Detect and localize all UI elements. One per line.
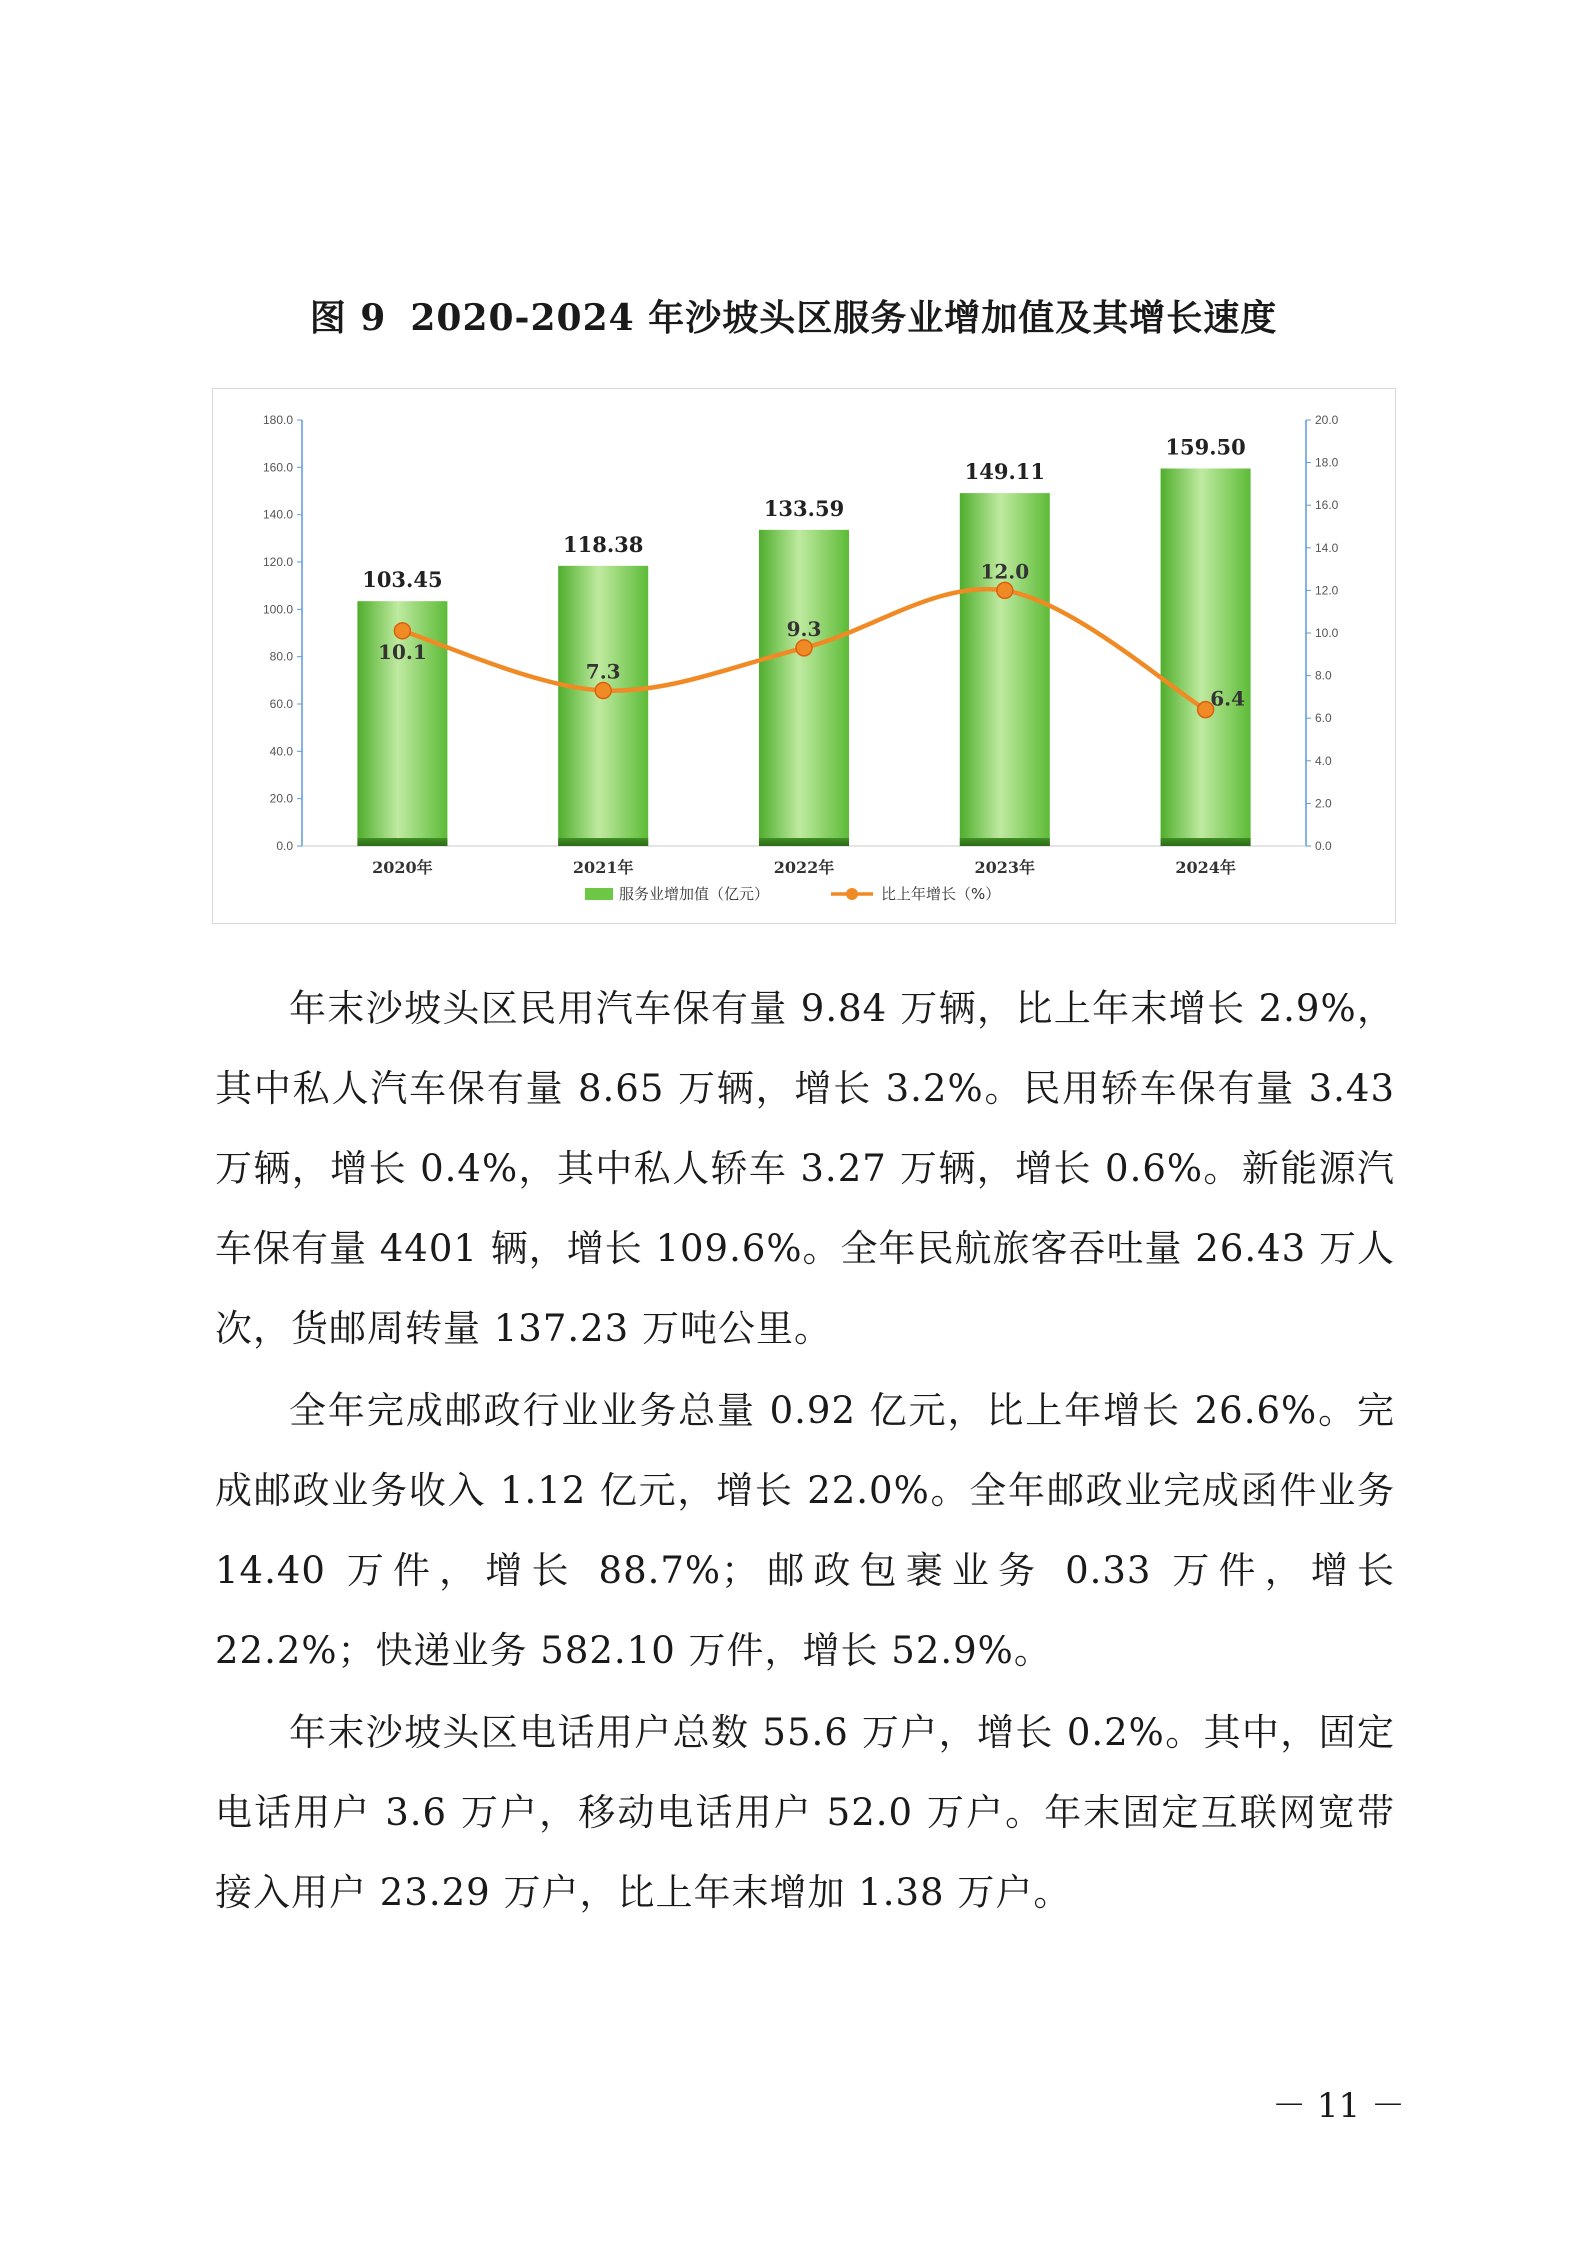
growth-value-label: 9.3: [786, 616, 822, 641]
growth-point: [997, 582, 1013, 598]
growth-point: [394, 623, 410, 639]
paragraph-vehicles: 年末沙坡头区民用汽车保有量 9.84 万辆，比上年末增长 2.9%，其中私人汽车保有量 8.65 万辆，增长 3.2%。民用轿车保有量 3.43 万辆，增长 0.4%，其中私人轿车 3.27 万辆，增长 0.6%。新能源汽车保有量 4401 辆，增长 109.6%。全年民航旅客吞吐量 26.43 万人次，货邮周转量 137.23 万吨公里。: [215, 987, 1395, 1350]
growth-value-label: 12.0: [980, 559, 1030, 584]
y-left-tick-label: 0.0: [276, 839, 293, 853]
bar-value-label: 159.50: [1165, 434, 1246, 460]
figure-label: 图 9: [309, 297, 387, 339]
y-left-tick-label: 20.0: [269, 791, 293, 806]
bar-value-label: 103.45: [362, 567, 443, 593]
y-right-tick-label: 20.0: [1315, 413, 1339, 427]
figure-title: [0, 290, 1587, 341]
legend-bar-swatch: [585, 888, 613, 900]
bar-base: [558, 838, 648, 846]
bar: [960, 493, 1050, 846]
bar: [1161, 469, 1251, 846]
page-number: － 11 －: [1272, 2086, 1405, 2126]
x-tick-label: 2021年: [572, 858, 634, 877]
y-left-tick-label: 120.0: [262, 555, 293, 569]
paragraph-postal: 全年完成邮政行业业务总量 0.92 亿元，比上年增长 26.6%。完成邮政业务收入 1.12 亿元，增长 22.0%。全年邮政业完成函件业务 14.40 万件，增长 88.7%；邮政包裹业务 0.33 万件，增长 22.2%；快递业务 582.10 万件，增长 52.9%。: [215, 1389, 1395, 1672]
y-right-tick-label: 10.0: [1315, 626, 1339, 640]
bar: [759, 530, 849, 846]
legend-line-marker: [846, 888, 858, 900]
bar-value-label: 118.38: [563, 531, 644, 557]
growth-value-label: 6.4: [1210, 686, 1245, 711]
growth-point: [796, 640, 812, 656]
y-right-tick-label: 8.0: [1315, 668, 1332, 683]
y-left-tick-label: 80.0: [269, 649, 293, 664]
combo-chart: [213, 389, 1395, 923]
growth-value-label: 7.3: [585, 659, 621, 684]
bar-base: [960, 838, 1050, 846]
x-tick-label: 2020年: [372, 858, 433, 877]
bar: [558, 566, 648, 846]
y-right-tick-label: 0.0: [1315, 839, 1332, 853]
legend-bar-label: 服务业增加值（亿元）: [619, 885, 770, 903]
y-right-tick-label: 2.0: [1315, 796, 1332, 811]
bar-base: [357, 838, 447, 846]
chart-container: [212, 388, 1396, 924]
y-right-tick-label: 16.0: [1315, 498, 1339, 513]
growth-value-label: 10.1: [378, 639, 427, 664]
y-left-tick-label: 100.0: [262, 602, 293, 617]
y-right-tick-label: 14.0: [1315, 540, 1339, 555]
y-right-tick-label: 12.0: [1315, 583, 1339, 598]
legend-line-label: 比上年增长（%）: [881, 885, 1001, 903]
paragraph-telecom: 年末沙坡头区电话用户总数 55.6 万户，增长 0.2%。其中，固定电话用户 3.6 万户，移动电话用户 52.0 万户。年末固定互联网宽带接入用户 23.29 万户，比上年末增加 1.38 万户。: [215, 1711, 1395, 1914]
y-left-tick-label: 140.0: [262, 507, 293, 522]
y-right-tick-label: 18.0: [1315, 455, 1339, 470]
x-tick-label: 2024年: [1175, 858, 1236, 877]
bar-base: [1161, 838, 1251, 846]
x-tick-label: 2023年: [974, 858, 1036, 877]
y-left-tick-label: 40.0: [269, 744, 293, 759]
bar-value-label: 133.59: [763, 495, 845, 521]
y-left-tick-label: 60.0: [269, 697, 293, 711]
growth-point: [595, 683, 611, 699]
y-right-tick-label: 4.0: [1315, 753, 1332, 768]
bar-base: [759, 838, 849, 846]
y-right-tick-label: 6.0: [1315, 711, 1332, 726]
figure-title-text: 2020-2024 年沙坡头区服务业增加值及其增长速度: [410, 297, 1278, 339]
y-left-tick-label: 160.0: [262, 460, 293, 475]
x-tick-label: 2022年: [773, 858, 835, 877]
y-left-tick-label: 180.0: [262, 413, 293, 427]
bar-value-label: 149.11: [964, 459, 1045, 485]
